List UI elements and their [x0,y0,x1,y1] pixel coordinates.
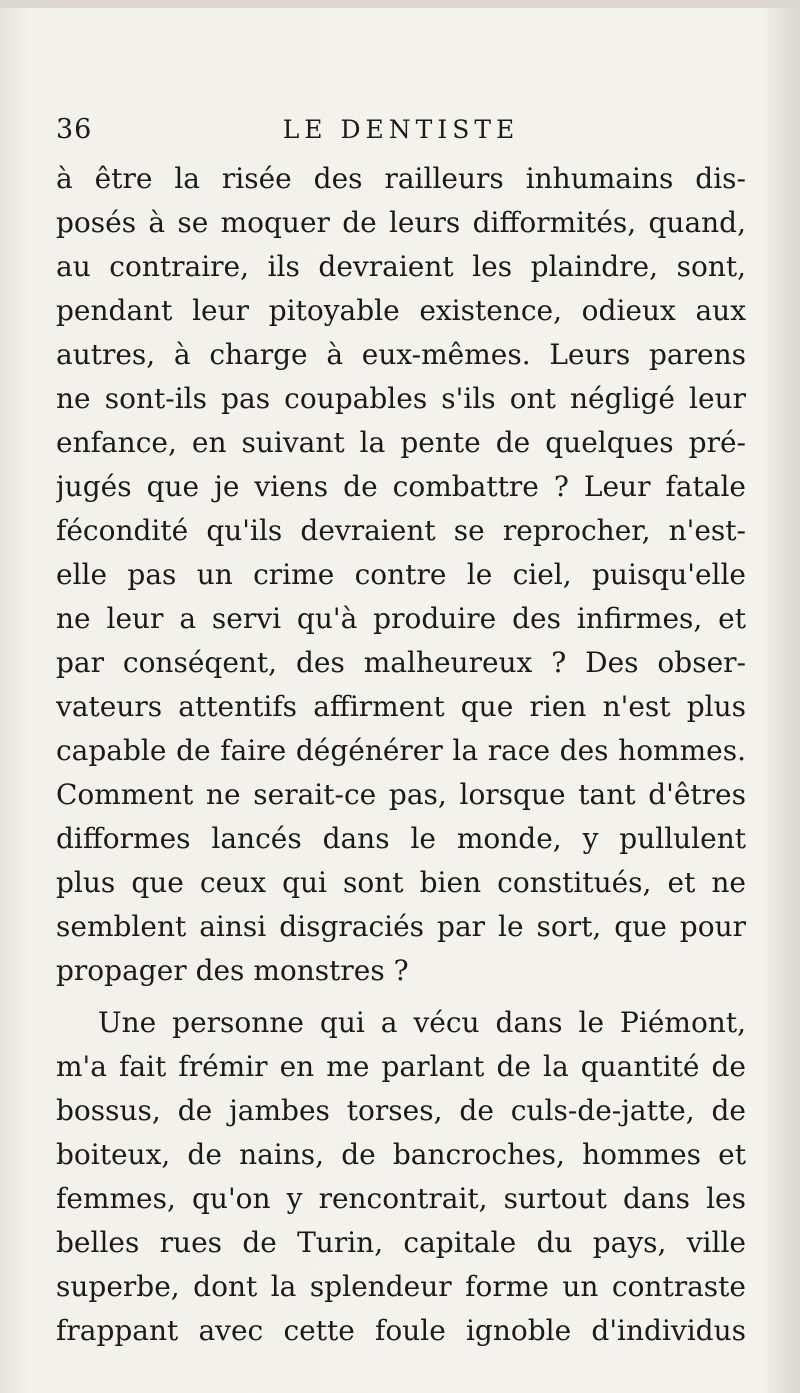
text-line: ne sont-ils pas coupables s'ils ont négligé leur [56,382,746,415]
text-line: vateurs attentifs affirment que rien n'est plus [56,690,746,723]
text-line: belles rues de Turin, capitale du pays, ville [56,1226,746,1259]
running-title: LE DENTISTE [282,115,520,144]
page-edge [0,0,800,8]
page-header [56,112,746,152]
text-line: enfance, en suivant la pente de quelques pré- [56,426,746,459]
text-line: capable de faire dégénérer la race des hommes. [56,734,746,767]
text-line: bossus, de jambes torses, de culs-de-jatte, de [56,1094,746,1127]
text-line: elle pas un crime contre le ciel, puisqu'elle [56,558,746,591]
text-line: pendant leur pitoyable existence, odieux aux [56,294,746,327]
text-line: femmes, qu'on y rencontrait, surtout dans les [56,1182,746,1215]
text-line: par conséqent, des malheureux ? Des obser- [56,646,746,679]
text-line: à être la risée des railleurs inhumains dis- [56,162,746,195]
text-line: difformes lancés dans le monde, y pullulent [56,822,746,855]
page-number: 36 [56,114,93,145]
text-line: superbe, dont la splendeur forme un contraste [56,1270,746,1303]
text-line: plus que ceux qui sont bien constitués, et ne [56,866,746,899]
text-line: Comment ne serait-ce pas, lorsque tant d'êtres [56,778,746,811]
paragraph-gap [56,993,746,1001]
text-line: boiteux, de nains, de bancroches, hommes et [56,1138,746,1171]
text-line: Une personne qui a vécu dans le Piémont, [98,1006,746,1039]
text-line: propager des monstres ? [56,954,409,987]
text-line: m'a fait frémir en me parlant de la quantité de [56,1050,746,1083]
text-line: jugés que je viens de combattre ? Leur fatale [56,470,746,503]
text-line: fécondité qu'ils devraient se reprocher, n'est- [56,514,746,547]
body-text [56,157,746,1353]
text-line: autres, à charge à eux-mêmes. Leurs parens [56,338,746,371]
text-line: semblent ainsi disgraciés par le sort, que pour [56,910,746,943]
text-line: ne leur a servi qu'à produire des infirmes, et [56,602,746,635]
text-line: posés à se moquer de leurs difformités, quand, [56,206,746,239]
text-line: frappant avec cette foule ignoble d'individus [56,1314,746,1347]
text-line: au contraire, ils devraient les plaindre, sont, [56,250,746,283]
